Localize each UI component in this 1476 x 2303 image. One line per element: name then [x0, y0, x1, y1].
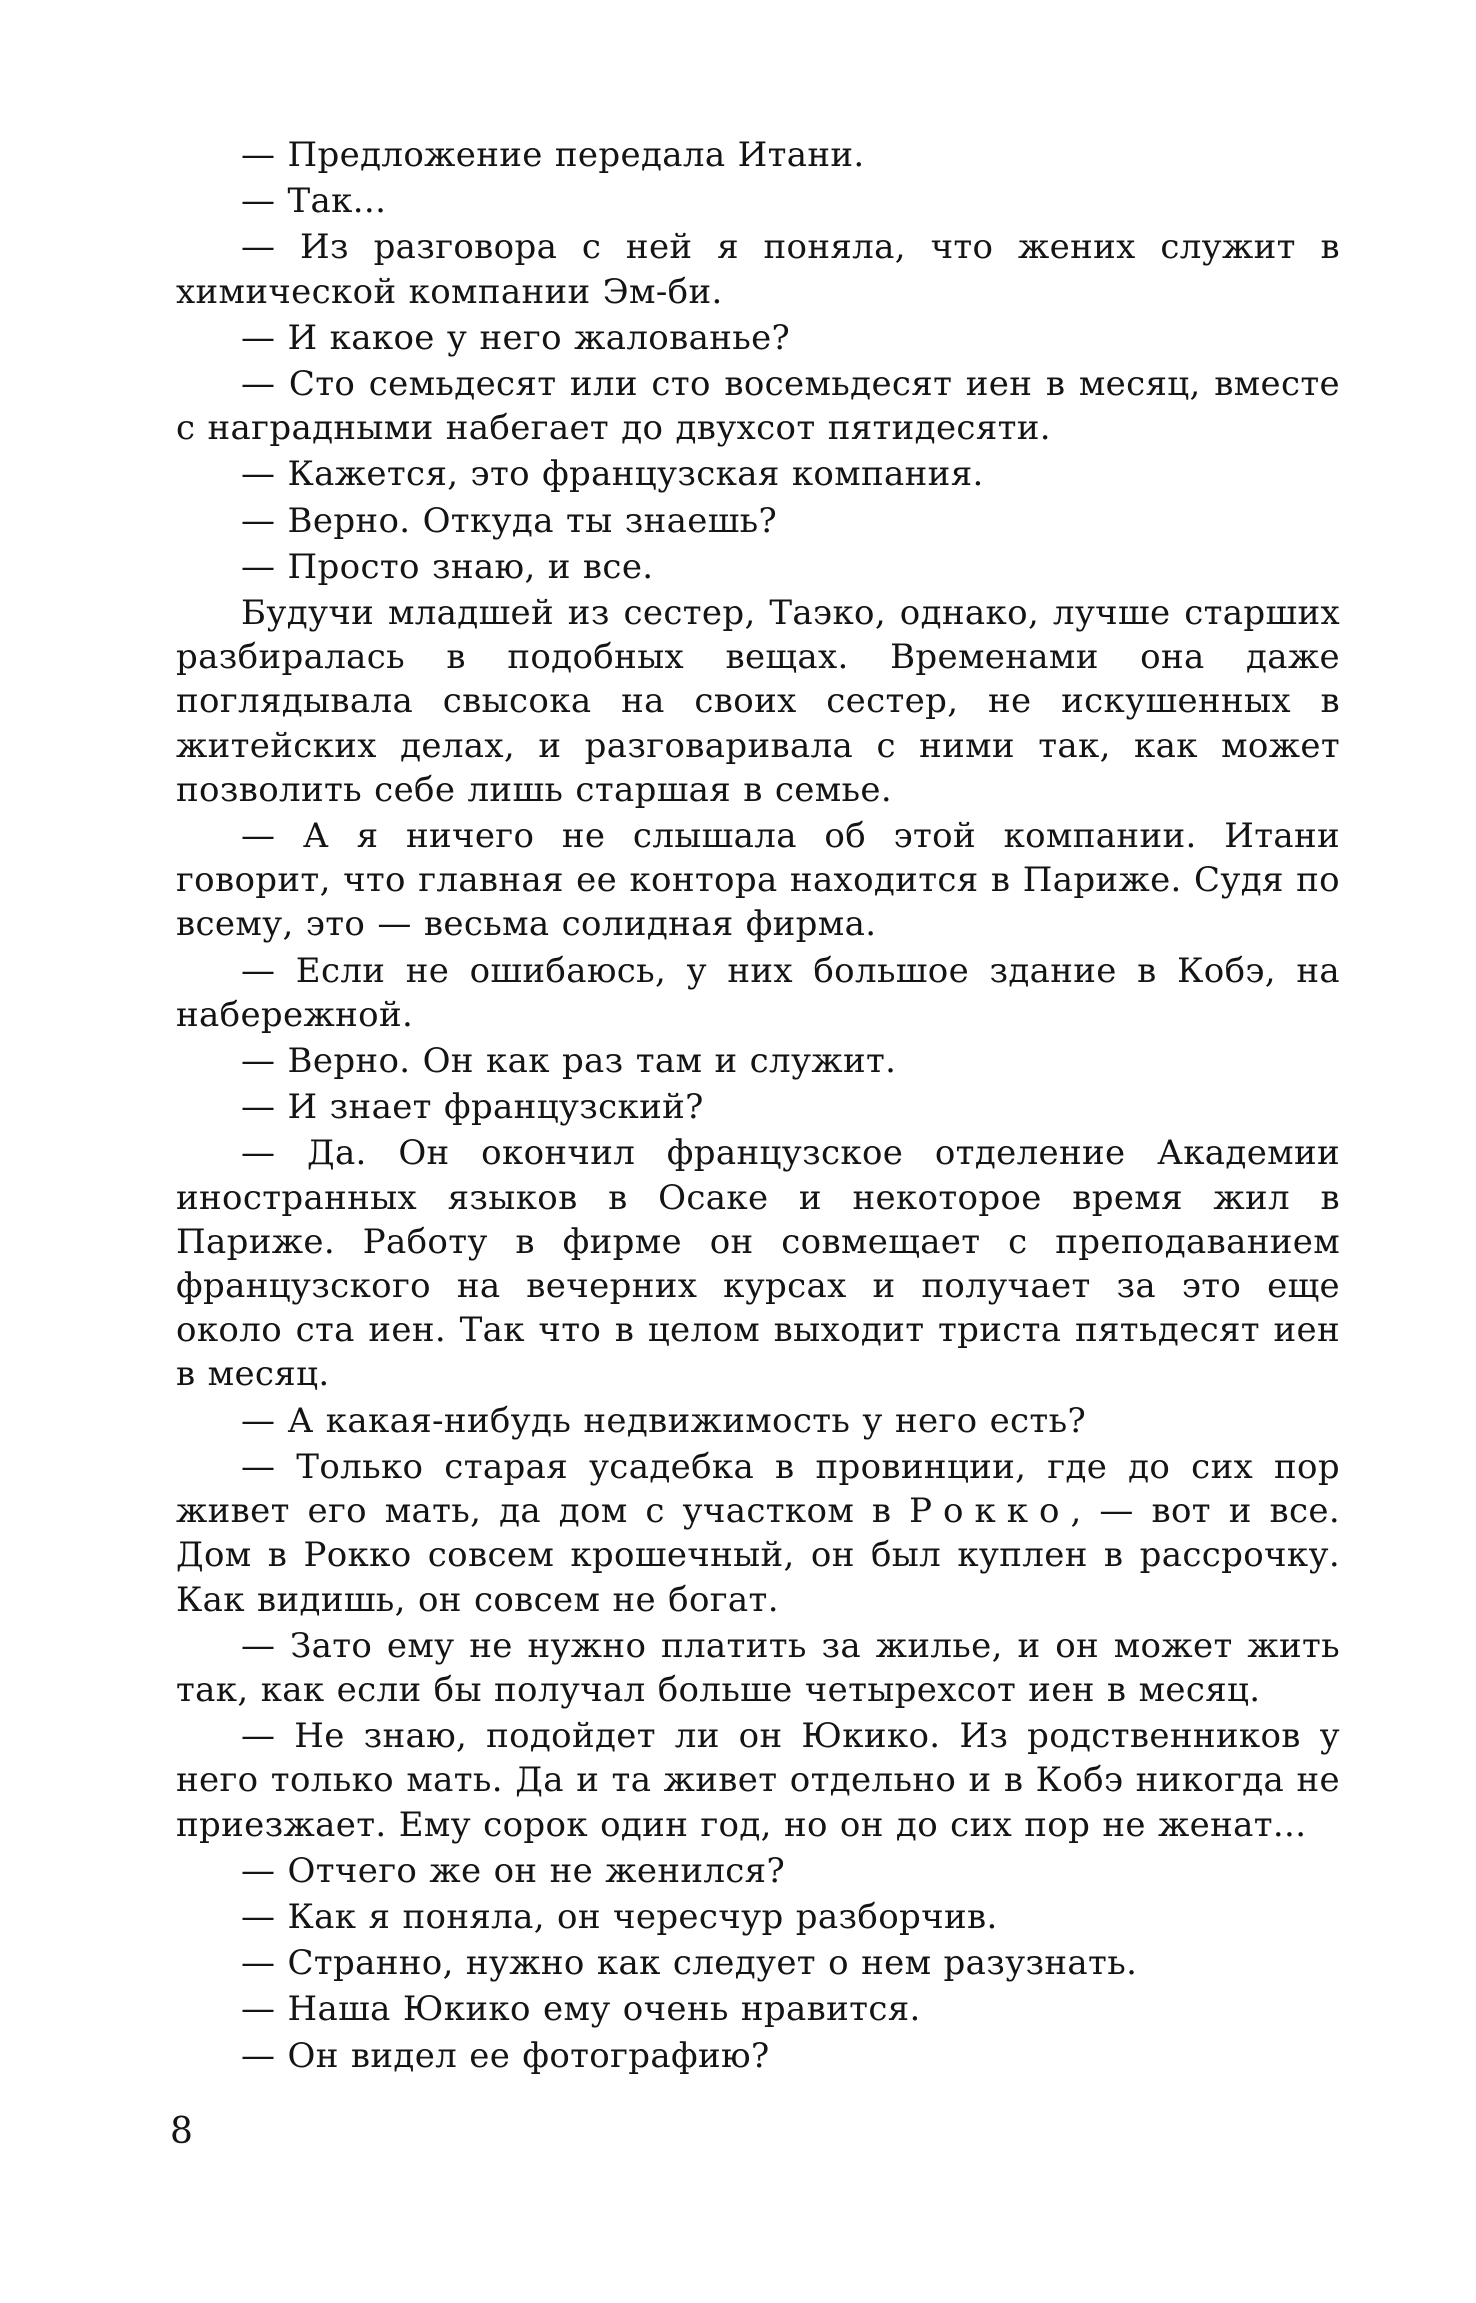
spaced-place-name: Рокко — [909, 1491, 1071, 1532]
dialogue-line: — А какая-нибудь недвижимость у него есть? — [241, 1400, 1087, 1441]
dialogue-line: — И знает французский? — [241, 1087, 704, 1128]
dialogue-line: — Не знаю, подойдет ли он Юкико. Из родственников у него только мать. Да и та живет отдельно и в Кобэ никогда не приезжает. Ему сорок один год, но он до сих пор не женат... — [176, 1716, 1340, 1845]
dialogue-line: — Предложение передала Итани. — [241, 135, 865, 175]
text-segment: , — вот и все. Дом в Рокко совсем крошечный, он был куплен в рассрочку. Как видишь, он совсем не богат. — [176, 1491, 1340, 1620]
dialogue-line — [176, 1445, 1340, 1622]
dialogue-line: — Как я поняла, он чересчур разборчив. — [241, 1896, 998, 1937]
dialogue-line: — Отчего же он не женился? — [241, 1850, 786, 1891]
dialogue-line: — Да. Он окончил французское отделение Академии иностранных языков в Осаке и некоторое время жил в Париже. Работу в фирме он совмещает с преподаванием французского на вечерних курсах и получает за это еще около ста иен. Так что в целом выходит триста пятьдесят иен в месяц. — [176, 1133, 1340, 1395]
dialogue-line: — Зато ему не нужно платить за жилье, и он может жить так, как если бы получал больше четырехсот иен в месяц. — [176, 1625, 1340, 1710]
dialogue-line: — Верно. Он как раз там и служит. — [241, 1041, 897, 1082]
body-text — [176, 133, 1340, 2080]
dialogue-line: — Сто семьдесят или сто восемьдесят иен в месяц, вместе с наградными набегает до двухсот пятидесяти. — [176, 364, 1340, 449]
dialogue-line: — Странно, нужно как следует о нем разузнать. — [241, 1943, 1138, 1984]
dialogue-line: — Кажется, это французская компания. — [241, 454, 984, 495]
dialogue-line: — Из разговора с ней я поняла, что жених служит в химической компании Эм-би. — [176, 227, 1340, 312]
dialogue-line: — Если не ошибаюсь, у них большое здание в Кобэ, на набережной. — [176, 950, 1340, 1035]
page-number: 8 — [170, 2111, 193, 2152]
dialogue-line: — И какое у него жалованье? — [241, 317, 791, 358]
dialogue-line: — Верно. Откуда ты знаешь? — [241, 500, 778, 541]
dialogue-line: — А я ничего не слышала об этой компании. Итани говорит, что главная ее контора находится в Париже. Судя по всему, это — весьма солидная фирма. — [176, 816, 1340, 945]
text-segment: — Только старая усадебка в провинции, где до сих пор живет его мать, да дом с участком в — [176, 1446, 1340, 1532]
dialogue-line: — Наша Юкико ему очень нравится. — [241, 1989, 921, 2030]
dialogue-line: — Так... — [241, 181, 387, 222]
dialogue-line: — Он видел ее фотографию? — [241, 2035, 770, 2076]
narrative-paragraph: Будучи младшей из сестер, Таэко, однако, лучше старших разбиралась в подобных вещах. Временами она даже поглядывала свысока на своих сестер, не искушенных в житейских делах, и разговаривала с ними так, как может позволить себе лишь старшая в семье. — [176, 593, 1340, 810]
dialogue-line: — Просто знаю, и все. — [241, 546, 654, 587]
